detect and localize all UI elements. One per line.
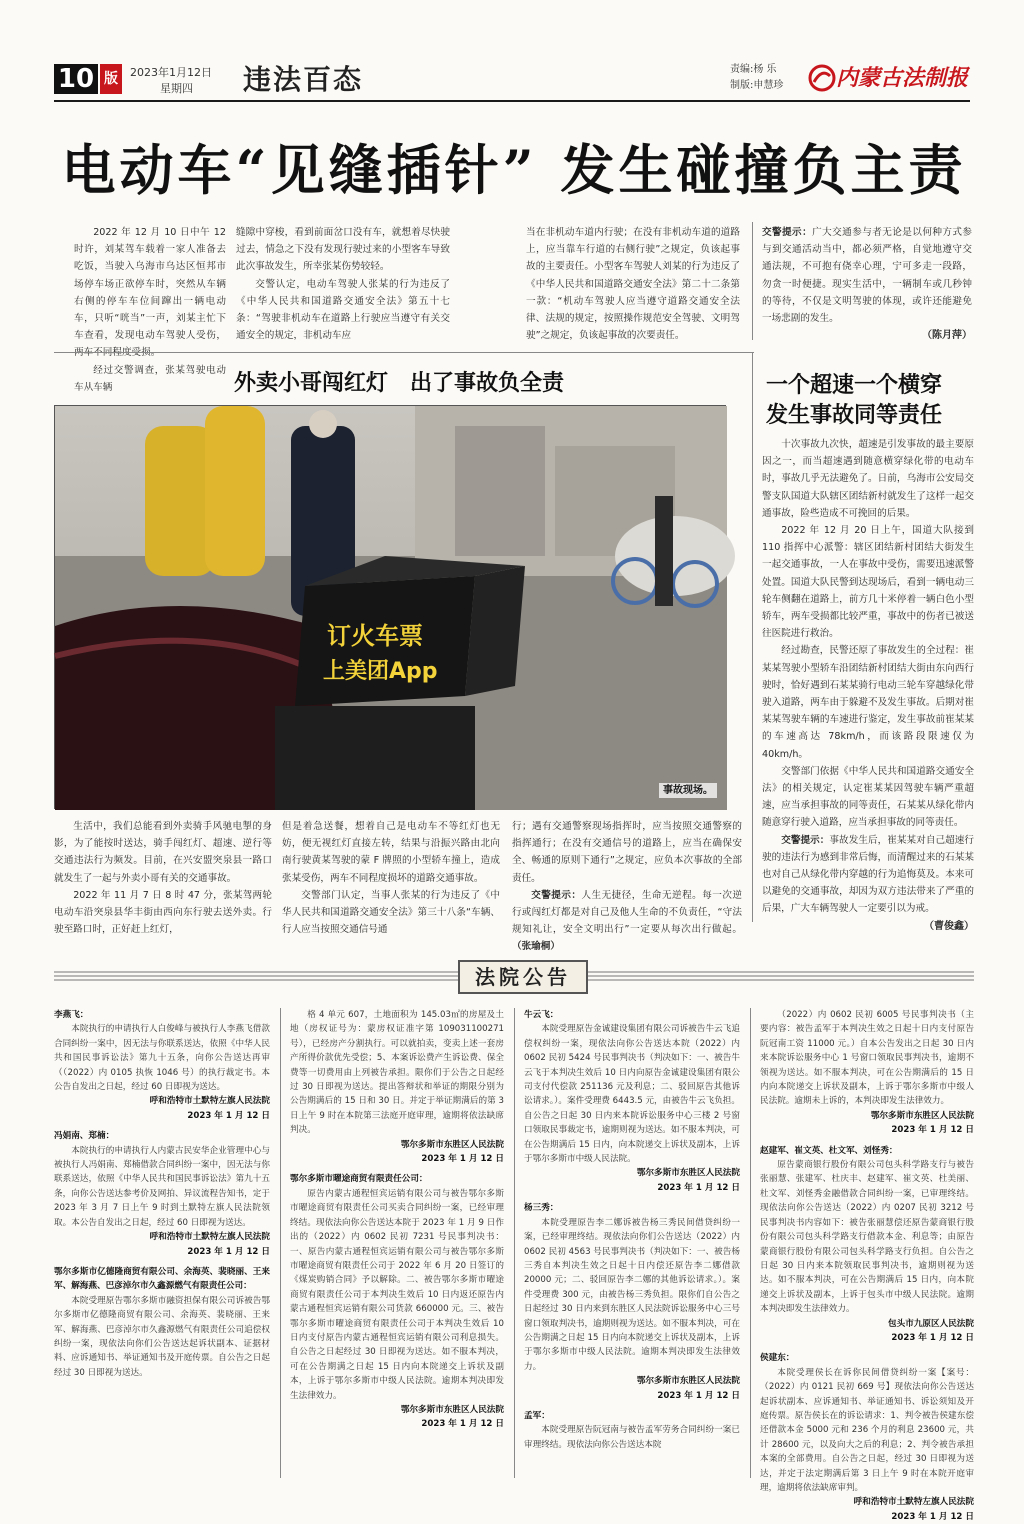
notice-section-title: 法院公告 bbox=[458, 960, 588, 994]
paragraph: 交警部门认定，当事人张某的行为违反了《中华人民共和国道路交通安全法》第三十八条“车辆、行人应当按照交通信号通 bbox=[282, 889, 500, 936]
notice-body: 本院受理原告鄂尔多斯市融资担保有限公司诉被告鄂尔多斯市亿德隆商贸有限公司、余海英、裴晓丽、王来军、解海燕、巴彦淖尔市久鑫源燃气有限责任公司追偿权纠纷一案，现依法向你们公告送达起诉状副本、证据材料、应诉通知书、举证通知书及开庭传票。自公告之日起经过 30 日即视为送达。 bbox=[54, 1295, 270, 1378]
page-number: 10 bbox=[54, 64, 98, 94]
story3-headline-line-2: 发生事故同等责任 bbox=[766, 402, 943, 428]
notice-party: 侯建东： bbox=[760, 1353, 795, 1364]
producer-name: 制版:申慧珍 bbox=[730, 80, 784, 91]
notice-court: 呼和浩特市土默特左旗人民法院 bbox=[149, 1232, 270, 1243]
paragraph: 经过交警调查，张某驾驶电动车从车辆 bbox=[74, 364, 226, 393]
column-divider bbox=[514, 1008, 515, 1478]
story2-col-1 bbox=[54, 818, 272, 936]
notice-body: 本院受理原告李二娜诉被告杨三秀民间借贷纠纷一案，已经审理终结。现依法向你们公告送达（2022）内 0602 民初 4563 号民事判决书（判决如下：一、被告杨三秀自本判决生效之日起十日内偿还原告李二娜借款 20000 元；二、驳回原告李二娜的其他诉讼请求。）。案件受理费 300 元，由被告杨三秀负担。限你们自公告之日起经过 30 日内来到东胜区人民法院诉讼服务中心三号窗口领取判决书，逾期则视为送达。如不服本判决，可在公告期满之日起 15 日内向本院递交上诉状及副本，上诉于鄂尔多斯市中级人民法院。逾期本判决即发生法律效力。 bbox=[524, 1217, 740, 1372]
notice-body: 原告内蒙古通程恒宾运销有限公司与被告鄂尔多斯市曜途商贸有限责任公司买卖合同纠纷一案，已经审理终结。现依法向你公告送达本院于 2023 年 1 月 9 日作出的（2022）内 0602 民初 7231 号民事判决书：一、原告内蒙古通程恒宾运销有限公司与被告鄂尔多斯市曜途商贸有限责任公司于 2022 年 6 月 20 日签订的《煤炭购销合同》予以解除。二、被告鄂尔多斯市曜途商贸有限责任公司于本判决生效后 10 日内返还原告内蒙古通程恒宾运销有限公司货款 660000 元。三、被告鄂尔多斯市曜途商贸有限责任公司于本判决生效后 10 日内支付原告内蒙古通程恒宾运销有限公司利息损失。自公告之日起经过 30 日即视为送达。如不服本判决，可在公告期满之日起 15 日内向本院递交上诉状及副本，上诉于鄂尔多斯市中级人民法院。逾期本判决即发生法律效力。 bbox=[290, 1188, 504, 1401]
editor-name: 责编:杨 乐 bbox=[730, 64, 777, 75]
notice-body: 本院受理侯长在诉你民间借贷纠纷一案【案号：（2022）内 0121 民初 669 号】现依法向你公告送达起诉状副本、应诉通知书、举证通知书、诉讼须知及开庭传票。原告侯长在的诉讼请求：1、判令被告侯建东偿还借款本金 5000 元和 236 个月的利息 23600 元，共计 28600 元，以及向大之后的利息；2、判令被告承担本案的全部费用。自公告之日起，经过 30 日即视为送达，并定于法定期满后第 3 日上午 9 时在本院开庭审理，逾期将依法缺席审判。 bbox=[760, 1367, 974, 1493]
story3-headline bbox=[766, 370, 972, 430]
paragraph: 行；遇有交通警察现场指挥时，应当按照交通警察的指挥通行；在没有交通信号的道路上，应当在确保安全、畅通的原则下通行”之规定，应负本次事故的全部责任。 bbox=[512, 821, 742, 884]
photo-caption: 事故现场。 bbox=[659, 783, 717, 799]
paragraph: 缝隙中穿梭，看到前面岔口没有车，就想着尽快驶过去，情急之下没有发现行驶过来的小型客车导致此次事故发生，所幸张某伤势较轻。 bbox=[236, 227, 450, 273]
court-notice bbox=[54, 1129, 270, 1259]
story2-headline: 外卖小哥闯红灯 出了事故负全责 bbox=[233, 370, 564, 396]
notice-date: 2023 年 1 月 12 日 bbox=[421, 1419, 504, 1430]
notice-court: 鄂尔多斯市东胜区人民法院 bbox=[636, 1376, 740, 1387]
notice-date: 2023 年 1 月 12 日 bbox=[891, 1332, 974, 1343]
editor-credits bbox=[730, 62, 783, 94]
story2-col-3 bbox=[512, 818, 743, 953]
notice-date: 2023 年 1 月 12 日 bbox=[891, 1511, 974, 1522]
main-article-col-3 bbox=[526, 224, 740, 342]
notice-party: 牛云飞： bbox=[524, 1010, 559, 1020]
paragraph: 交警部门依据《中华人民共和国道路交通安全法》的相关规定，认定崔某某因驾驶车辆严重超速，应当承担事故的同等责任，石某某从绿化带内随意穿行驶入道路，应当承担事故的同等责任。 bbox=[762, 765, 974, 829]
court-notice bbox=[54, 1265, 270, 1380]
bag-text-2: 上美团App bbox=[323, 659, 438, 684]
paragraph: 但是着急送餐，想着自己是电动车不等红灯也无妨，便无视红灯直接左转，结果与沿振兴路由北向南行驶黄某驾驶的蒙 F 牌照的小型轿车撞上，造成张某受伤，两车不同程度损坏的道路交通事故。 bbox=[282, 821, 500, 884]
notice-court: 鄂尔多斯市东胜区人民法院 bbox=[400, 1139, 504, 1150]
court-notice bbox=[524, 1201, 740, 1403]
main-author: （陈月萍） bbox=[922, 330, 972, 342]
notice-party: 李燕飞： bbox=[54, 1010, 89, 1020]
notice-court: 鄂尔多斯市东胜区人民法院 bbox=[636, 1168, 740, 1179]
newspaper-logo-icon bbox=[808, 64, 836, 92]
section-title: 违法百态 bbox=[243, 63, 364, 96]
notice-body: 原告蒙商银行股份有限公司包头科学路支行与被告张丽慧、张建军、杜庆丰、赵建军、崔文英、杜美丽、杜文军、刘怪秀金融借款合同纠纷一案，已审理终结。现依法向你公告送达（2022）内 0207 民初 3212 号民事判决书内容如下：被告张丽慧偿还原告蒙商银行股份有限公司包头科学路支行借款本金、利息等；由原告蒙商银行股份有限公司包头科学路支行负担。自公告之日起 30 日内来本院领取民事判决书，逾期则视为送达。如不服本判决，可在公告期满后 15 日内，向本院递交上诉状及副本，上诉于包头市中级人民法院。逾期本判决即发生法律效力。 bbox=[760, 1160, 974, 1315]
notice-court: 包头市九原区人民法院 bbox=[888, 1318, 974, 1329]
notice-col-4 bbox=[760, 1008, 974, 1522]
tip-text: 广大交通参与者无论是以何种方式参与到交通活动当中，都必须严格，自觉地遵守交通法规，不可抱有侥幸心理，宁可多走一段路，勿贪一时便捷。现实生活中，一辆制车或几秒钟的等待，不仅是文明驾驶的体现，或许还能避免一场悲剧的发生。 bbox=[762, 227, 973, 325]
paragraph: 经过勘查，民警还原了事故发生的全过程：崔某某驾驶小型轿车沿团结新村团结大街由东向西行驶时，恰好遇到石某某骑行电动三轮车穿越绿化带驶入道路，两车由于躲避不及发生事故。后期对崔某某驾驶车辆的车速进行鉴定，发生事故前崔某某的车速高达 78km/h，而该路段限速仅为 40km/h。 bbox=[762, 645, 974, 760]
notice-party: 赵建军、崔文英、杜文军、刘怪秀： bbox=[760, 1145, 898, 1156]
issue-weekday: 星期四 bbox=[160, 82, 193, 95]
header-rule bbox=[54, 100, 970, 102]
tip-text: 人生无捷径，生命无逆程。每一次逆行或闯红灯都是对自己及他人生命的不负责任，“守法规知礼让，安全文明出行”一定要从每次出行做起。 bbox=[512, 889, 743, 936]
paragraph: 当在非机动车道内行驶；在没有非机动车道的道路上，应当靠车行道的右侧行驶”之规定，负该起事故的主要责任。小型客车驾驶人刘某的行为违反了《中华人民共和国道路交通安全法》第二十二条第一款：“机动车驾驶人应当遵守道路交通安全法律、法规的规定，按照操作规范安全驾驶、文明驾驶”之规定，负该起事故的次要责任。 bbox=[526, 227, 740, 342]
page-ban-label: 版 bbox=[100, 64, 122, 94]
notice-date: 2023 年 1 月 12 日 bbox=[187, 1246, 270, 1257]
notice-body: （2022）内 0602 民初 6005 号民事判决书（主要内容：被告孟军于本判决生效之日起十日内支付原告阮冠南工资 11000 元。）自本公告发出之日起 30 日内来本院诉讼服务中心 1 号窗口领取民事判决书，逾期不领视为送达。如不服本判决，可在公告期满后的 15 日内向本院递交上诉状及副本，上诉于鄂尔多斯市中级人民法院。逾期未上诉的，本判决即发生法律效力。 bbox=[760, 1010, 974, 1107]
notice-date: 2023 年 1 月 12 日 bbox=[421, 1154, 504, 1165]
paragraph: 生活中，我们总能看到外卖骑手风驰电掣的身影，为了能按时送达，骑手闯红灯、超速、逆行等交通违法行为频发。目前，在兴安盟突泉县一路口就发生了一起与外卖小哥有关的交通事故。 bbox=[54, 821, 272, 884]
notice-body: 本院执行的申请执行人白俊峰与被执行人李燕飞借款合同纠纷一案中，因无法与你联系送达，依照《中华人民共和国民事诉讼法》第九十五条，向你公告送达再审（（2022）内 0105 执恢 1046 号）的执行裁定书。本公告自发出之日起，经过 60 日即视为送达。 bbox=[54, 1024, 270, 1093]
notice-court: 呼和浩特市土默特左旗人民法院 bbox=[853, 1497, 974, 1508]
story2-tip bbox=[512, 887, 742, 956]
notice-party: 冯娟南、郑楠： bbox=[54, 1131, 115, 1142]
notice-date: 2023 年 1 月 12 日 bbox=[657, 1390, 740, 1401]
tip-label: 交警提示： bbox=[531, 889, 582, 901]
notice-party: 杨三秀： bbox=[524, 1203, 559, 1214]
column-divider bbox=[280, 1008, 281, 1478]
notice-court: 呼和浩特市土默特左旗人民法院 bbox=[149, 1096, 270, 1107]
accident-scene-image bbox=[55, 406, 727, 810]
tip-text: 事故发生后，崔某某对自己超速行驶的违法行为感到非常后悔，而清醒过来的石某某也对自己从绿化带内穿越的行为追悔莫及。本来可以避免的交通事故，却因为双方违法带来了严重的后果，广大车辆驾驶人一定要引以为戒。 bbox=[762, 834, 975, 915]
column-divider bbox=[750, 1008, 751, 1478]
court-notice bbox=[760, 1008, 974, 1138]
notice-party: 鄂尔多斯市亿德隆商贸有限公司、余海英、裴晓丽、王来军、解海燕、巴彦淖尔市久鑫源燃气有限责任公司： bbox=[54, 1266, 270, 1292]
main-tip-box bbox=[762, 224, 972, 342]
notice-court: 鄂尔多斯市东胜区人民法院 bbox=[870, 1110, 974, 1121]
notice-body: 本院受理原告金诚建设集团有限公司诉被告牛云飞追偿权纠纷一案，现依法向你公告送达本院（2022）内 0602 民初 5424 号民事判决书（判决如下：一、被告牛云飞于本判决生效后 10 日内向原告金诚建设集团有限公司支付代偿款 251136 元及利息；二、驳回原告其他诉讼请求。）。案件受理费 6443.5 元，由被告牛云飞负担。自公告之日起 30 日内来本院诉讼服务中心三楼 2 号窗口领取民事裁定书，逾期则视为送达。如不服本判决，可在公告期满后 15 日内，向本院递交上诉状及副本，上诉于鄂尔多斯市中级人民法院。 bbox=[524, 1024, 740, 1165]
court-notice bbox=[760, 1351, 974, 1524]
column-divider bbox=[752, 222, 753, 340]
paragraph: 十次事故九次快，超速是引发事故的最主要原因之一，而当超速遇到随意横穿绿化带的电动车时，事故几乎无法避免了。日前，乌海市公安局交警支队国道大队辖区团结新村就发生了这样一起交通事故，险些造成不可挽回的后果。 bbox=[762, 439, 974, 519]
court-notice bbox=[290, 1008, 504, 1166]
story3-body bbox=[762, 436, 974, 930]
notice-date: 2023 年 1 月 12 日 bbox=[891, 1125, 974, 1136]
notice-body: 本院受理原告阮冠南与被告孟军劳务合同纠纷一案已审理终结。现依法向你公告送达本院 bbox=[524, 1425, 740, 1450]
bag-text-1: 订火车票 bbox=[327, 622, 423, 650]
story2-author: （张瑜桐） bbox=[512, 941, 560, 953]
story3-headline-line-1: 一个超速一个横穿 bbox=[766, 372, 943, 398]
tip-label: 交警提示： bbox=[781, 834, 830, 846]
main-headline: 电动车“见缝插针” 发生碰撞负主责 bbox=[61, 138, 967, 202]
notice-party: 孟军： bbox=[524, 1410, 550, 1421]
paragraph: 2022 年 11 月 7 日 8 时 47 分，张某驾两轮电动车沿突泉县华丰街由西向东行驶去送外卖。行驶至路口时，正好赶上红灯， bbox=[54, 889, 272, 936]
notice-date: 2023 年 1 月 12 日 bbox=[187, 1110, 270, 1121]
paragraph: 2022 年 12 月 20 日上午，国道大队接到 110 指挥中心派警：辖区团结新村团结大街发生一起交通事故，一人在事故中受伤，需要迅速派警处置。国道大队民警到达现场后，看到一辆电动三轮车侧翻在道路上，前方几十米停着一辆白色小型轿车，两车受损都比较严重，事故中的伤者已被送往医院进行救治。 bbox=[762, 525, 974, 640]
court-notice bbox=[290, 1172, 504, 1431]
notice-col-3 bbox=[524, 1008, 740, 1478]
newspaper-name: 内蒙古法制报 bbox=[836, 65, 969, 91]
court-notice bbox=[760, 1144, 974, 1346]
story3-author: （曹俊鑫） bbox=[924, 920, 974, 932]
notice-col-2 bbox=[290, 1008, 504, 1478]
story3-tip bbox=[762, 832, 974, 918]
section-divider bbox=[54, 352, 754, 353]
accident-photo bbox=[54, 405, 726, 809]
court-notice bbox=[524, 1409, 740, 1452]
notice-party: 鄂尔多斯市曜途商贸有限责任公司： bbox=[290, 1174, 428, 1185]
notice-body: 本院执行的申请执行人内蒙古民安华企业管理中心与被执行人冯娟南、郑楠借款合同纠纷一案中，因无法与你联系送达，依照《中华人民共和国民事诉讼法》第九十五条，向你公告送达参考价及网拍、异议流程告知书，定于 2023 年 3 月 7 日上午 9 时到土默特左旗人民法院领取。本公告自发出之日起，经过 60 日即视为送达。 bbox=[54, 1145, 270, 1228]
court-notice bbox=[524, 1008, 740, 1195]
issue-date: 2023年1月12日 bbox=[130, 66, 212, 79]
notice-col-1 bbox=[54, 1008, 270, 1478]
tip-label: 交警提示： bbox=[762, 227, 813, 238]
paragraph: 2022 年 12 月 10 日中午 12 时许，刘某驾车载着一家人准备去吃饭，当驶入乌海市乌达区恒邦市场停车场正欲停车时，突然从车辆右侧的停车车位间蹿出一辆电动车，只听“咣当”一声，刘某主忙下车查看，发现电动车驾驶人受伤， bbox=[74, 227, 226, 342]
story2-col-2 bbox=[282, 818, 500, 936]
main-article-col-1 bbox=[74, 224, 226, 393]
notice-court: 鄂尔多斯市东胜区人民法院 bbox=[400, 1404, 504, 1415]
column-divider bbox=[752, 352, 753, 922]
paragraph: 交警认定，电动车驾驶人张某的行为违反了《中华人民共和国道路交通安全法》第五十七条：“驾驶非机动车在道路上行驶应当遵守有关交通安全的规定，非机动车应 bbox=[236, 278, 450, 342]
court-notice bbox=[54, 1008, 270, 1123]
notice-body: 格 4 单元 607，土地面积为 145.03㎡的房屋及土地（房权证号为：蒙房权证准字第 109031100271 号），已经房产分割执行。可以就拍卖，变卖上述一套房产所得价款优先受偿；5、本案诉讼费产生诉讼费、保全费等一切费用由上列被告承担。限你们于公告之日起经过 30 日即视为送达。提出答辩状和举证的期限分别为公告期满后的 15 日和 30 日。并定于举证期满后的第 3 日上午 9 时在本院第三法庭开庭审理，逾期将依法缺席判决。 bbox=[290, 1010, 504, 1136]
main-article-col-2 bbox=[236, 224, 450, 342]
notice-date: 2023 年 1 月 12 日 bbox=[657, 1182, 740, 1193]
